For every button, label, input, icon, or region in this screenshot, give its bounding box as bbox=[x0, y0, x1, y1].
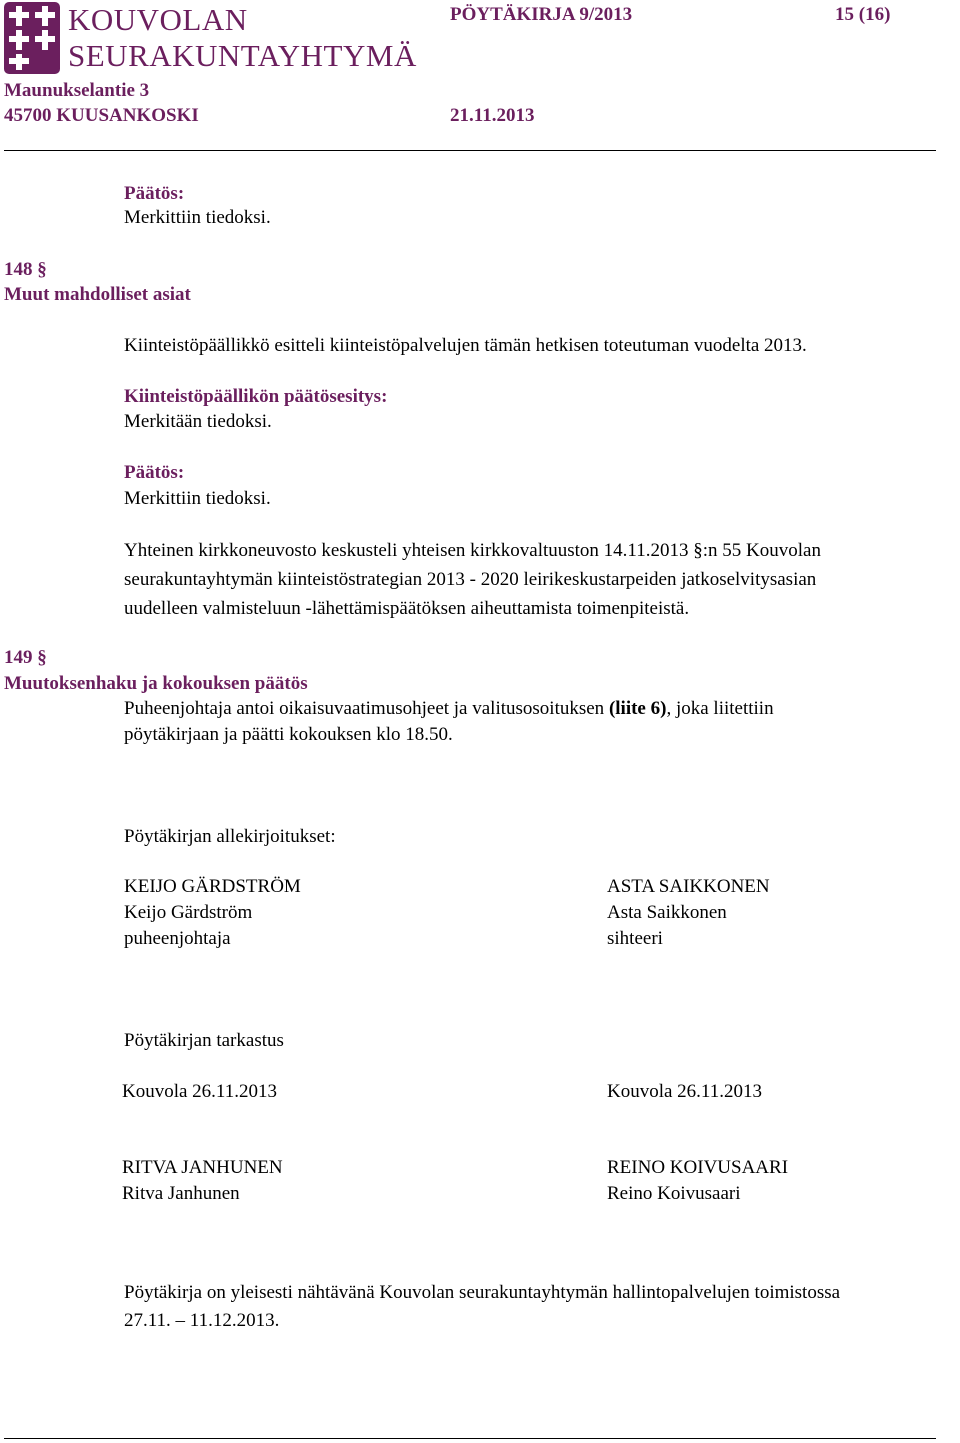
review-heading: Pöytäkirjan tarkastus bbox=[124, 1030, 284, 1051]
section-148-title: Muut mahdolliset asiat bbox=[4, 284, 191, 305]
section-149-text: pöytäkirjaan ja päätti kokouksen klo 18.50. bbox=[124, 724, 453, 745]
signer-name: Keijo Gärdström bbox=[124, 902, 253, 923]
reviewer-name: Ritva Janhunen bbox=[122, 1183, 240, 1204]
signer-role: sihteeri bbox=[607, 928, 663, 949]
page-number: 15 (16) bbox=[835, 4, 891, 25]
proposal-text: Merkitään tiedoksi. bbox=[124, 411, 272, 432]
section-149-text: Puheenjohtaja antoi oikaisuvaatimusohjeet ja valitusosoituksen (liite 6), joka liitettiin bbox=[124, 698, 774, 719]
signer-caps: ASTA SAIKKONEN bbox=[607, 876, 770, 897]
footer-divider bbox=[4, 1438, 936, 1439]
section-148-intro: Kiinteistöpäällikkö esitteli kiinteistöpalvelujen tämän hetkisen toteutuman vuodelta 2013. bbox=[124, 335, 807, 356]
paragraph-line: uudelleen valmisteluun -lähettämispäätöksen aiheuttamista toimenpiteistä. bbox=[124, 598, 690, 619]
postal-address: 45700 KUUSANKOSKI bbox=[4, 105, 199, 126]
paragraph-line: seurakuntayhtymän kiinteistöstrategian 2013 - 2020 leirikeskustarpeiden jatkoselvitysasian bbox=[124, 569, 817, 590]
address: Maunukselantie 3 bbox=[4, 80, 150, 101]
decision-label: Päätös: bbox=[124, 183, 185, 204]
decision-text: Merkittiin tiedoksi. bbox=[124, 488, 271, 509]
review-place-date: Kouvola 26.11.2013 bbox=[122, 1081, 277, 1102]
reviewer-name: Reino Koivusaari bbox=[607, 1183, 741, 1204]
cross-icon bbox=[4, 2, 60, 74]
paragraph-line: Yhteinen kirkkoneuvosto keskusteli yhteisen kirkkovaltuuston 14.11.2013 §:n 55 Kouvolan bbox=[124, 540, 821, 561]
public-notice: Pöytäkirja on yleisesti nähtävänä Kouvolan seurakuntayhtymän hallintopalvelujen toimistossa bbox=[124, 1282, 841, 1303]
header-divider bbox=[4, 150, 936, 151]
reviewer-caps: REINO KOIVUSAARI bbox=[607, 1157, 789, 1178]
section-148-number: 148 § bbox=[4, 259, 47, 280]
org-name-line2: SEURAKUNTAYHTYMÄ bbox=[68, 38, 417, 73]
signer-caps: KEIJO GÄRDSTRÖM bbox=[124, 876, 301, 897]
proposal-label: Kiinteistöpäällikön päätösesitys: bbox=[124, 386, 388, 407]
decision-label: Päätös: bbox=[124, 462, 185, 483]
public-notice-dates: 27.11. – 11.12.2013. bbox=[124, 1310, 280, 1331]
section-149-number: 149 § bbox=[4, 647, 47, 668]
reviewer-caps: RITVA JANHUNEN bbox=[122, 1157, 283, 1178]
signer-role: puheenjohtaja bbox=[124, 928, 231, 949]
church-logo bbox=[4, 2, 60, 74]
decision-text: Merkittiin tiedoksi. bbox=[124, 207, 271, 228]
signer-name: Asta Saikkonen bbox=[607, 902, 727, 923]
meeting-date: 21.11.2013 bbox=[450, 105, 535, 126]
org-name-line1: KOUVOLAN bbox=[68, 2, 248, 37]
section-149-title: Muutoksenhaku ja kokouksen päätös bbox=[4, 673, 308, 694]
review-place-date: Kouvola 26.11.2013 bbox=[607, 1081, 762, 1102]
signatures-heading: Pöytäkirjan allekirjoitukset: bbox=[124, 826, 336, 847]
doc-title: PÖYTÄKIRJA 9/2013 bbox=[450, 4, 633, 25]
